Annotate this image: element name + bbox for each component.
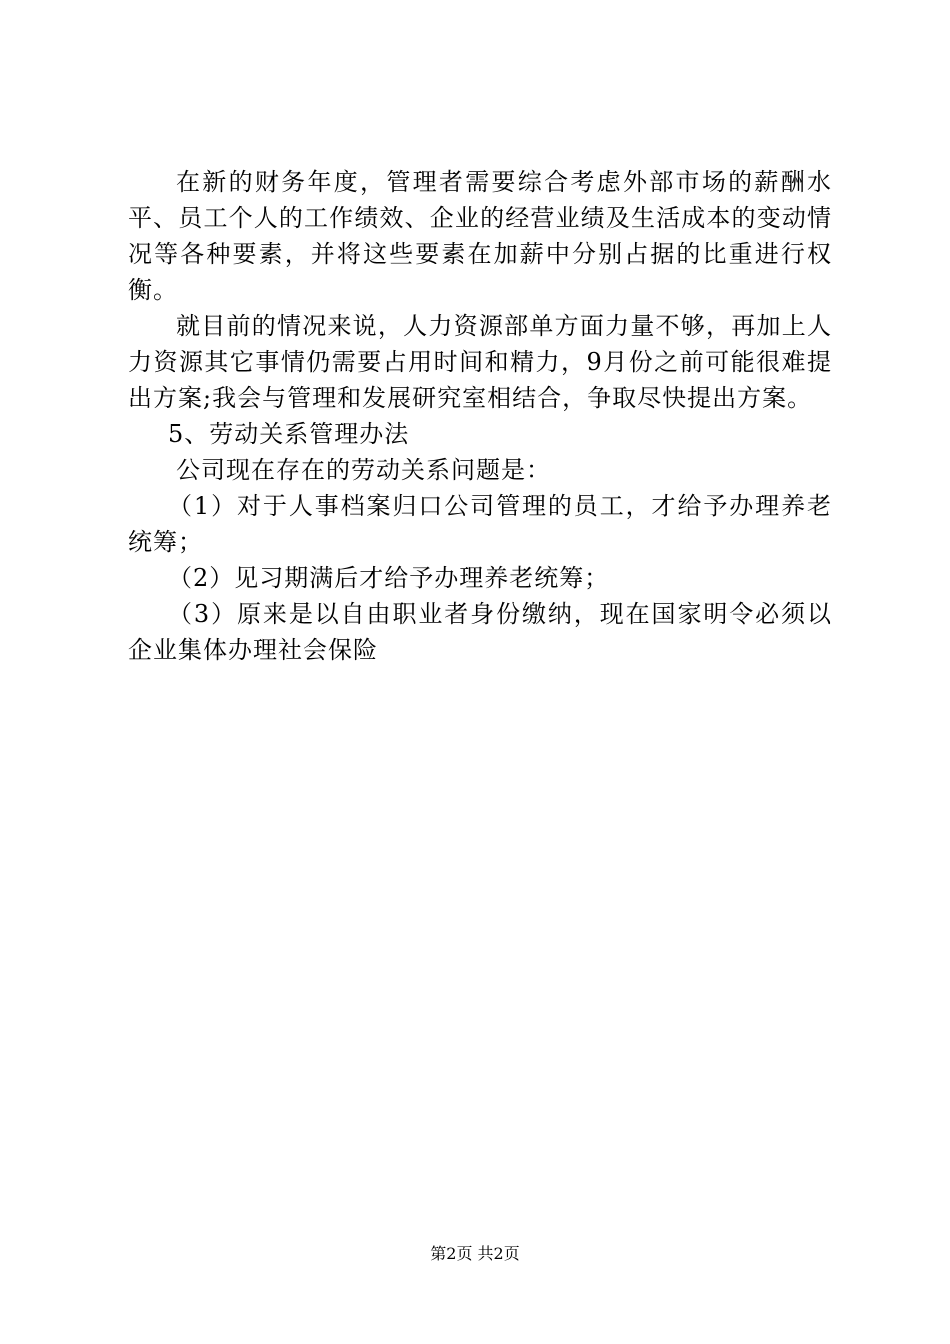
- list-item-3: （3）原来是以自由职业者身份缴纳，现在国家明令必须以企业集体办理社会保险: [128, 600, 832, 664]
- paragraph-labor-issues-intro: 公司现在存在的劳动关系问题是：: [176, 456, 551, 484]
- document-body: [128, 164, 832, 668]
- section-heading-labor-relations: 5、劳动关系管理办法: [168, 420, 410, 448]
- page-footer: [0, 1242, 950, 1266]
- list-item-2: （2）见习期满后才给予办理养老统筹；: [168, 564, 610, 592]
- paragraph-salary-factors: 在新的财务年度，管理者需要综合考虑外部市场的薪酬水平、员工个人的工作绩效、企业的经营业绩及生活成本的变动情况等各种要素，并将这些要素在加薪中分别占据的比重进行权衡。: [128, 168, 832, 304]
- list-item-1: （1）对于人事档案归口公司管理的员工，才给予办理养老统筹；: [128, 492, 832, 556]
- paragraph-hr-capacity: 就目前的情况来说，人力资源部单方面力量不够，再加上人力资源其它事情仍需要占用时间和精力，9月份之前可能很难提出方案;我会与管理和发展研究室相结合，争取尽快提出方案。: [128, 312, 832, 412]
- page-number: 第2页 共2页: [430, 1244, 520, 1263]
